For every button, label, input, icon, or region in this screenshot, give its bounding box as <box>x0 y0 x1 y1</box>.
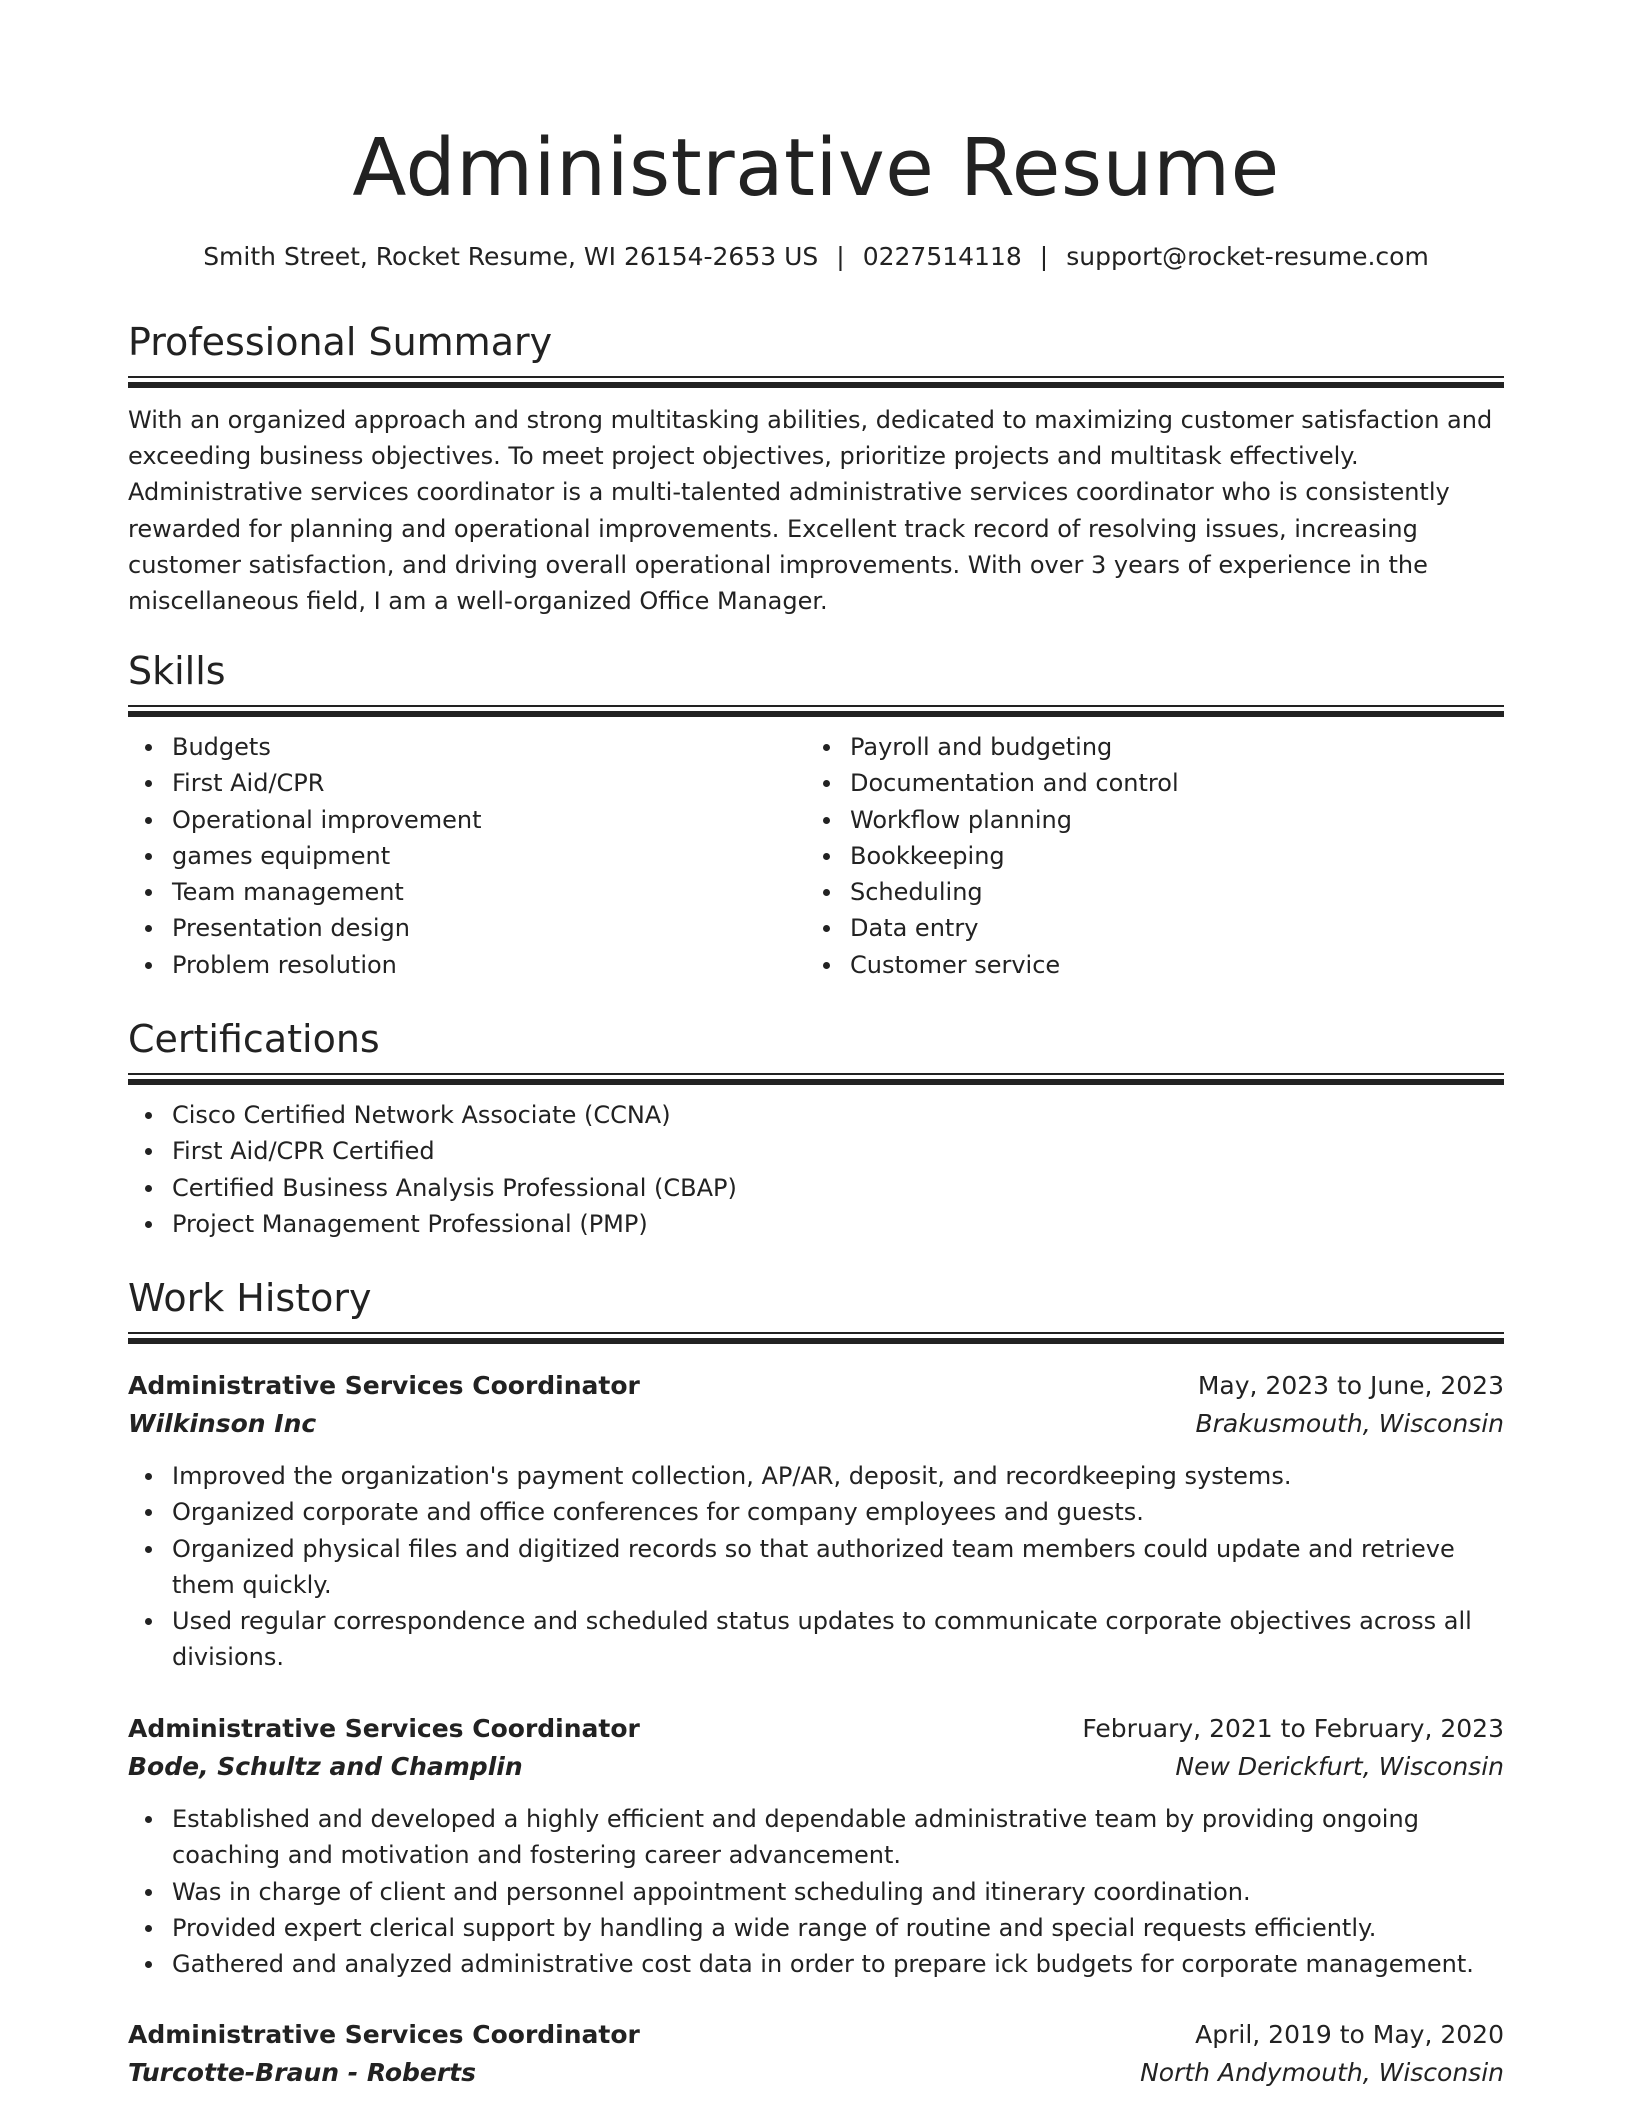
job-title-row <box>128 2016 1504 2054</box>
contact-email: support@rocket-resume.com <box>1066 242 1429 271</box>
certification-item: Project Management Professional (PMP) <box>128 1206 1504 1242</box>
job-bullet: Organized physical files and digitized records so that authorized team members could update and retrieve them quickly. <box>128 1531 1504 1604</box>
skill-item: Customer service <box>806 947 1484 983</box>
skill-item: Bookkeeping <box>806 838 1484 874</box>
job-company-row <box>128 1405 1504 1443</box>
job-company-row <box>128 1748 1504 1786</box>
job-bullet: Was in charge of client and personnel appointment scheduling and itinerary coordination. <box>128 1874 1504 1910</box>
section-divider <box>128 376 1504 388</box>
skill-item: Presentation design <box>128 910 806 946</box>
skills-section <box>128 647 1504 983</box>
job-bullet: Established and developed a highly efficient and dependable administrative team by providing ongoing coaching and motivation and fostering career advancement. <box>128 1801 1504 1874</box>
certification-item: Cisco Certified Network Associate (CCNA) <box>128 1097 1504 1133</box>
job-bullet: Gathered and analyzed administrative cost data in order to prepare ick budgets for corporate management. <box>128 1946 1504 1982</box>
contact-separator: | <box>1039 242 1049 271</box>
work-history-section <box>128 1274 1504 1344</box>
job-bullet: Organized corporate and office conferences for company employees and guests. <box>128 1494 1504 1530</box>
job-bullets <box>128 1801 1504 1982</box>
job-bullets <box>128 1458 1504 1676</box>
contact-separator: | <box>836 242 845 271</box>
certification-item: First Aid/CPR Certified <box>128 1133 1504 1169</box>
job-dates: February, 2021 to February, 2023 <box>1082 1714 1504 1743</box>
job-entry <box>128 1367 1504 1676</box>
job-location: North Andymouth, Wisconsin <box>1140 2058 1504 2087</box>
skill-item: First Aid/CPR <box>128 765 806 801</box>
job-title-row <box>128 1367 1504 1405</box>
contact-phone: 0227514118 <box>862 242 1022 271</box>
skill-item: Problem resolution <box>128 947 806 983</box>
skills-right-list <box>806 729 1484 983</box>
job-location: New Derickfurt, Wisconsin <box>1175 1752 1504 1781</box>
job-company: Bode, Schultz and Champlin <box>128 1752 523 1781</box>
job-title: Administrative Services Coordinator <box>128 1371 640 1400</box>
skill-item: Data entry <box>806 910 1484 946</box>
skills-columns <box>128 729 1504 983</box>
job-company-row <box>128 2054 1504 2092</box>
work-history-heading: Work History <box>128 1276 372 1320</box>
skill-item: Scheduling <box>806 874 1484 910</box>
section-divider <box>128 1332 1504 1344</box>
job-company: Turcotte-Braun - Roberts <box>128 2058 477 2087</box>
job-bullet: Used regular correspondence and scheduled status updates to communicate corporate objectives across all divisions. <box>128 1603 1504 1676</box>
job-company: Wilkinson Inc <box>128 1409 317 1438</box>
resume-page <box>128 0 1504 2087</box>
skill-item: Team management <box>128 874 806 910</box>
job-bullet: Improved the organization's payment collection, AP/AR, deposit, and recordkeeping systems. <box>128 1458 1504 1494</box>
summary-text: With an organized approach and strong multitasking abilities, dedicated to maximizing customer satisfaction and exceeding business objectives. To meet project objectives, prioritize projects and multitask effectively. Administrative services coordinator is a multi-talented administrative services coordinator who is consistently rewarded for planning and operational improvements. Excellent track record of resolving issues, increasing customer satisfaction, and driving overall operational improvements. With over 3 years of experience in the miscellaneous field, I am a well-organized Office Manager. <box>128 406 1493 616</box>
job-bullet: Provided expert clerical support by handling a wide range of routine and special requests efficiently. <box>128 1910 1504 1946</box>
job-dates: April, 2019 to May, 2020 <box>1195 2020 1504 2049</box>
skill-item: Payroll and budgeting <box>806 729 1484 765</box>
certifications-section <box>128 1015 1504 1242</box>
summary-heading: Professional Summary <box>128 320 553 364</box>
skills-heading: Skills <box>128 649 226 693</box>
job-dates: May, 2023 to June, 2023 <box>1197 1371 1504 1400</box>
skill-item: Workflow planning <box>806 802 1484 838</box>
skill-item: Documentation and control <box>806 765 1484 801</box>
job-entry <box>128 1710 1504 1982</box>
contact-address: Smith Street, Rocket Resume, WI 26154-2653 US <box>203 242 819 271</box>
job-entry <box>128 2016 1504 2092</box>
section-divider <box>128 705 1504 717</box>
skill-item: Operational improvement <box>128 802 806 838</box>
certifications-list <box>128 1097 1504 1242</box>
summary-section <box>128 318 1504 619</box>
job-location: Brakusmouth, Wisconsin <box>1195 1409 1504 1438</box>
certification-item: Certified Business Analysis Professional (CBAP) <box>128 1170 1504 1206</box>
job-title: Administrative Services Coordinator <box>128 1714 640 1743</box>
job-title: Administrative Services Coordinator <box>128 2020 640 2049</box>
section-divider <box>128 1073 1504 1085</box>
certifications-heading: Certifications <box>128 1017 380 1061</box>
job-title-row <box>128 1710 1504 1748</box>
skill-item: games equipment <box>128 838 806 874</box>
contact-line <box>128 240 1504 274</box>
resume-title: Administrative Resume <box>352 122 1280 214</box>
skill-item: Budgets <box>128 729 806 765</box>
skills-left-list <box>128 729 806 983</box>
